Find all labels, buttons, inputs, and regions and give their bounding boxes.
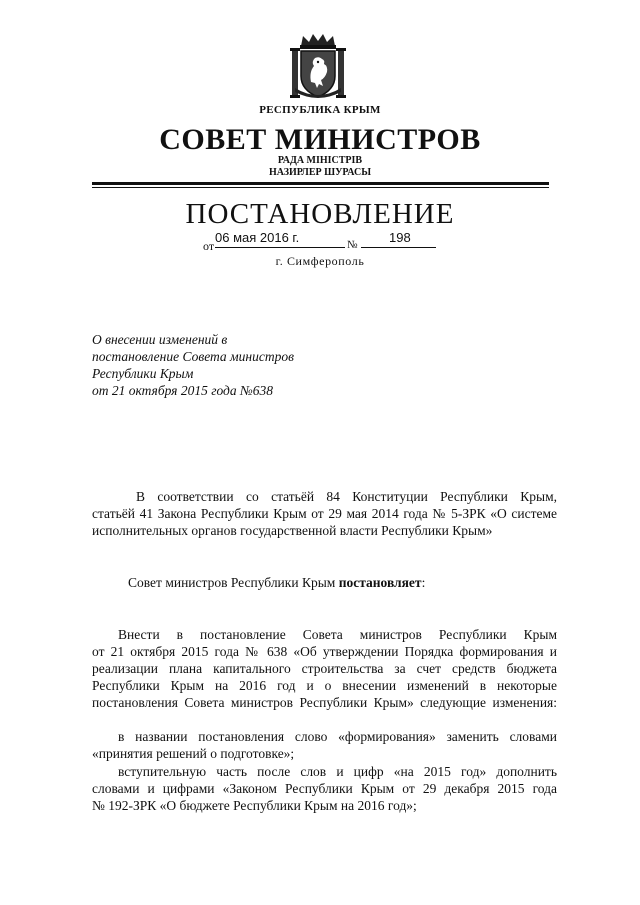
subject-line: постановление Совета министров <box>92 349 294 364</box>
paragraph-line: Внести в постановление Совета министров Республики Крым <box>118 627 557 642</box>
paragraph-line: В соответствии со статьёй 84 Конституции Республики Крым, <box>136 489 557 504</box>
paragraph-line: в названии постановления слово «формирования» заменить словами <box>118 729 557 744</box>
paragraph-line: словами и цифрами «Законом Республики Крым от 29 декабря 2015 года <box>92 781 557 796</box>
change-item-preamble <box>92 763 557 814</box>
date-prefix: от <box>203 239 215 253</box>
paragraph-line: Республики Крым на 2016 год и о внесении изменений в некоторые <box>92 678 557 693</box>
preamble-paragraph <box>92 488 557 539</box>
header-divider-thick <box>92 182 549 185</box>
republic-name: РЕСПУБЛИКА КРЫМ <box>259 104 381 116</box>
paragraph-line <box>92 574 557 591</box>
subject-line: О внесении изменений в <box>92 332 228 347</box>
number-underline <box>361 247 436 248</box>
subject-line: Республики Крым <box>92 366 194 381</box>
resolution-paragraph <box>92 574 557 591</box>
resolution-keyword: постановляет <box>338 575 422 590</box>
header-divider-thin <box>92 187 549 188</box>
amendment-paragraph <box>92 626 557 711</box>
date-underline <box>215 247 345 248</box>
coat-of-arms-icon <box>289 32 347 100</box>
resolution-text: Совет министров Республики Крым <box>128 575 339 590</box>
subject-line: от 21 октября 2015 года №638 <box>92 383 273 398</box>
paragraph-line: постановления Совета министров Республики Крым» следующие изменения: <box>92 695 557 710</box>
city-name: г. Симферополь <box>275 254 365 268</box>
paragraph-line: «принятия решений о подготовке»; <box>92 746 295 761</box>
decree-date: 06 мая 2016 г. <box>215 230 300 245</box>
paragraph-line: исполнительных органов государственной власти Республики Крым» <box>92 523 493 538</box>
paragraph-line: вступительную часть после слов и цифр «на 2015 год» дополнить <box>118 764 557 779</box>
document-title: ПОСТАНОВЛЕНИЕ <box>185 198 455 230</box>
change-item-title <box>92 728 557 762</box>
number-prefix: № <box>347 239 358 251</box>
council-name: СОВЕТ МИНИСТРОВ <box>159 123 481 156</box>
paragraph-line: от 21 октября 2015 года № 638 «Об утверждении Порядка формирования и <box>92 644 557 659</box>
paragraph-line: реализации плана капитального строительства за счет средств бюджета <box>92 661 557 676</box>
council-name-ukrainian: РАДА МІНІСТРІВ <box>277 155 363 166</box>
decree-subject <box>92 331 392 399</box>
paragraph-line: № 192-ЗРК «О бюджете Республики Крым на 2016 год»; <box>92 798 417 813</box>
council-name-tatar: НАЗИРЛЕР ШУРАСЫ <box>268 167 372 178</box>
paragraph-line: статьёй 41 Закона Республики Крым от 29 мая 2014 года № 5-ЗРК «О системе <box>92 506 557 521</box>
resolution-colon: : <box>421 575 426 590</box>
date-number-row <box>203 230 443 252</box>
decree-number: 198 <box>389 230 411 245</box>
